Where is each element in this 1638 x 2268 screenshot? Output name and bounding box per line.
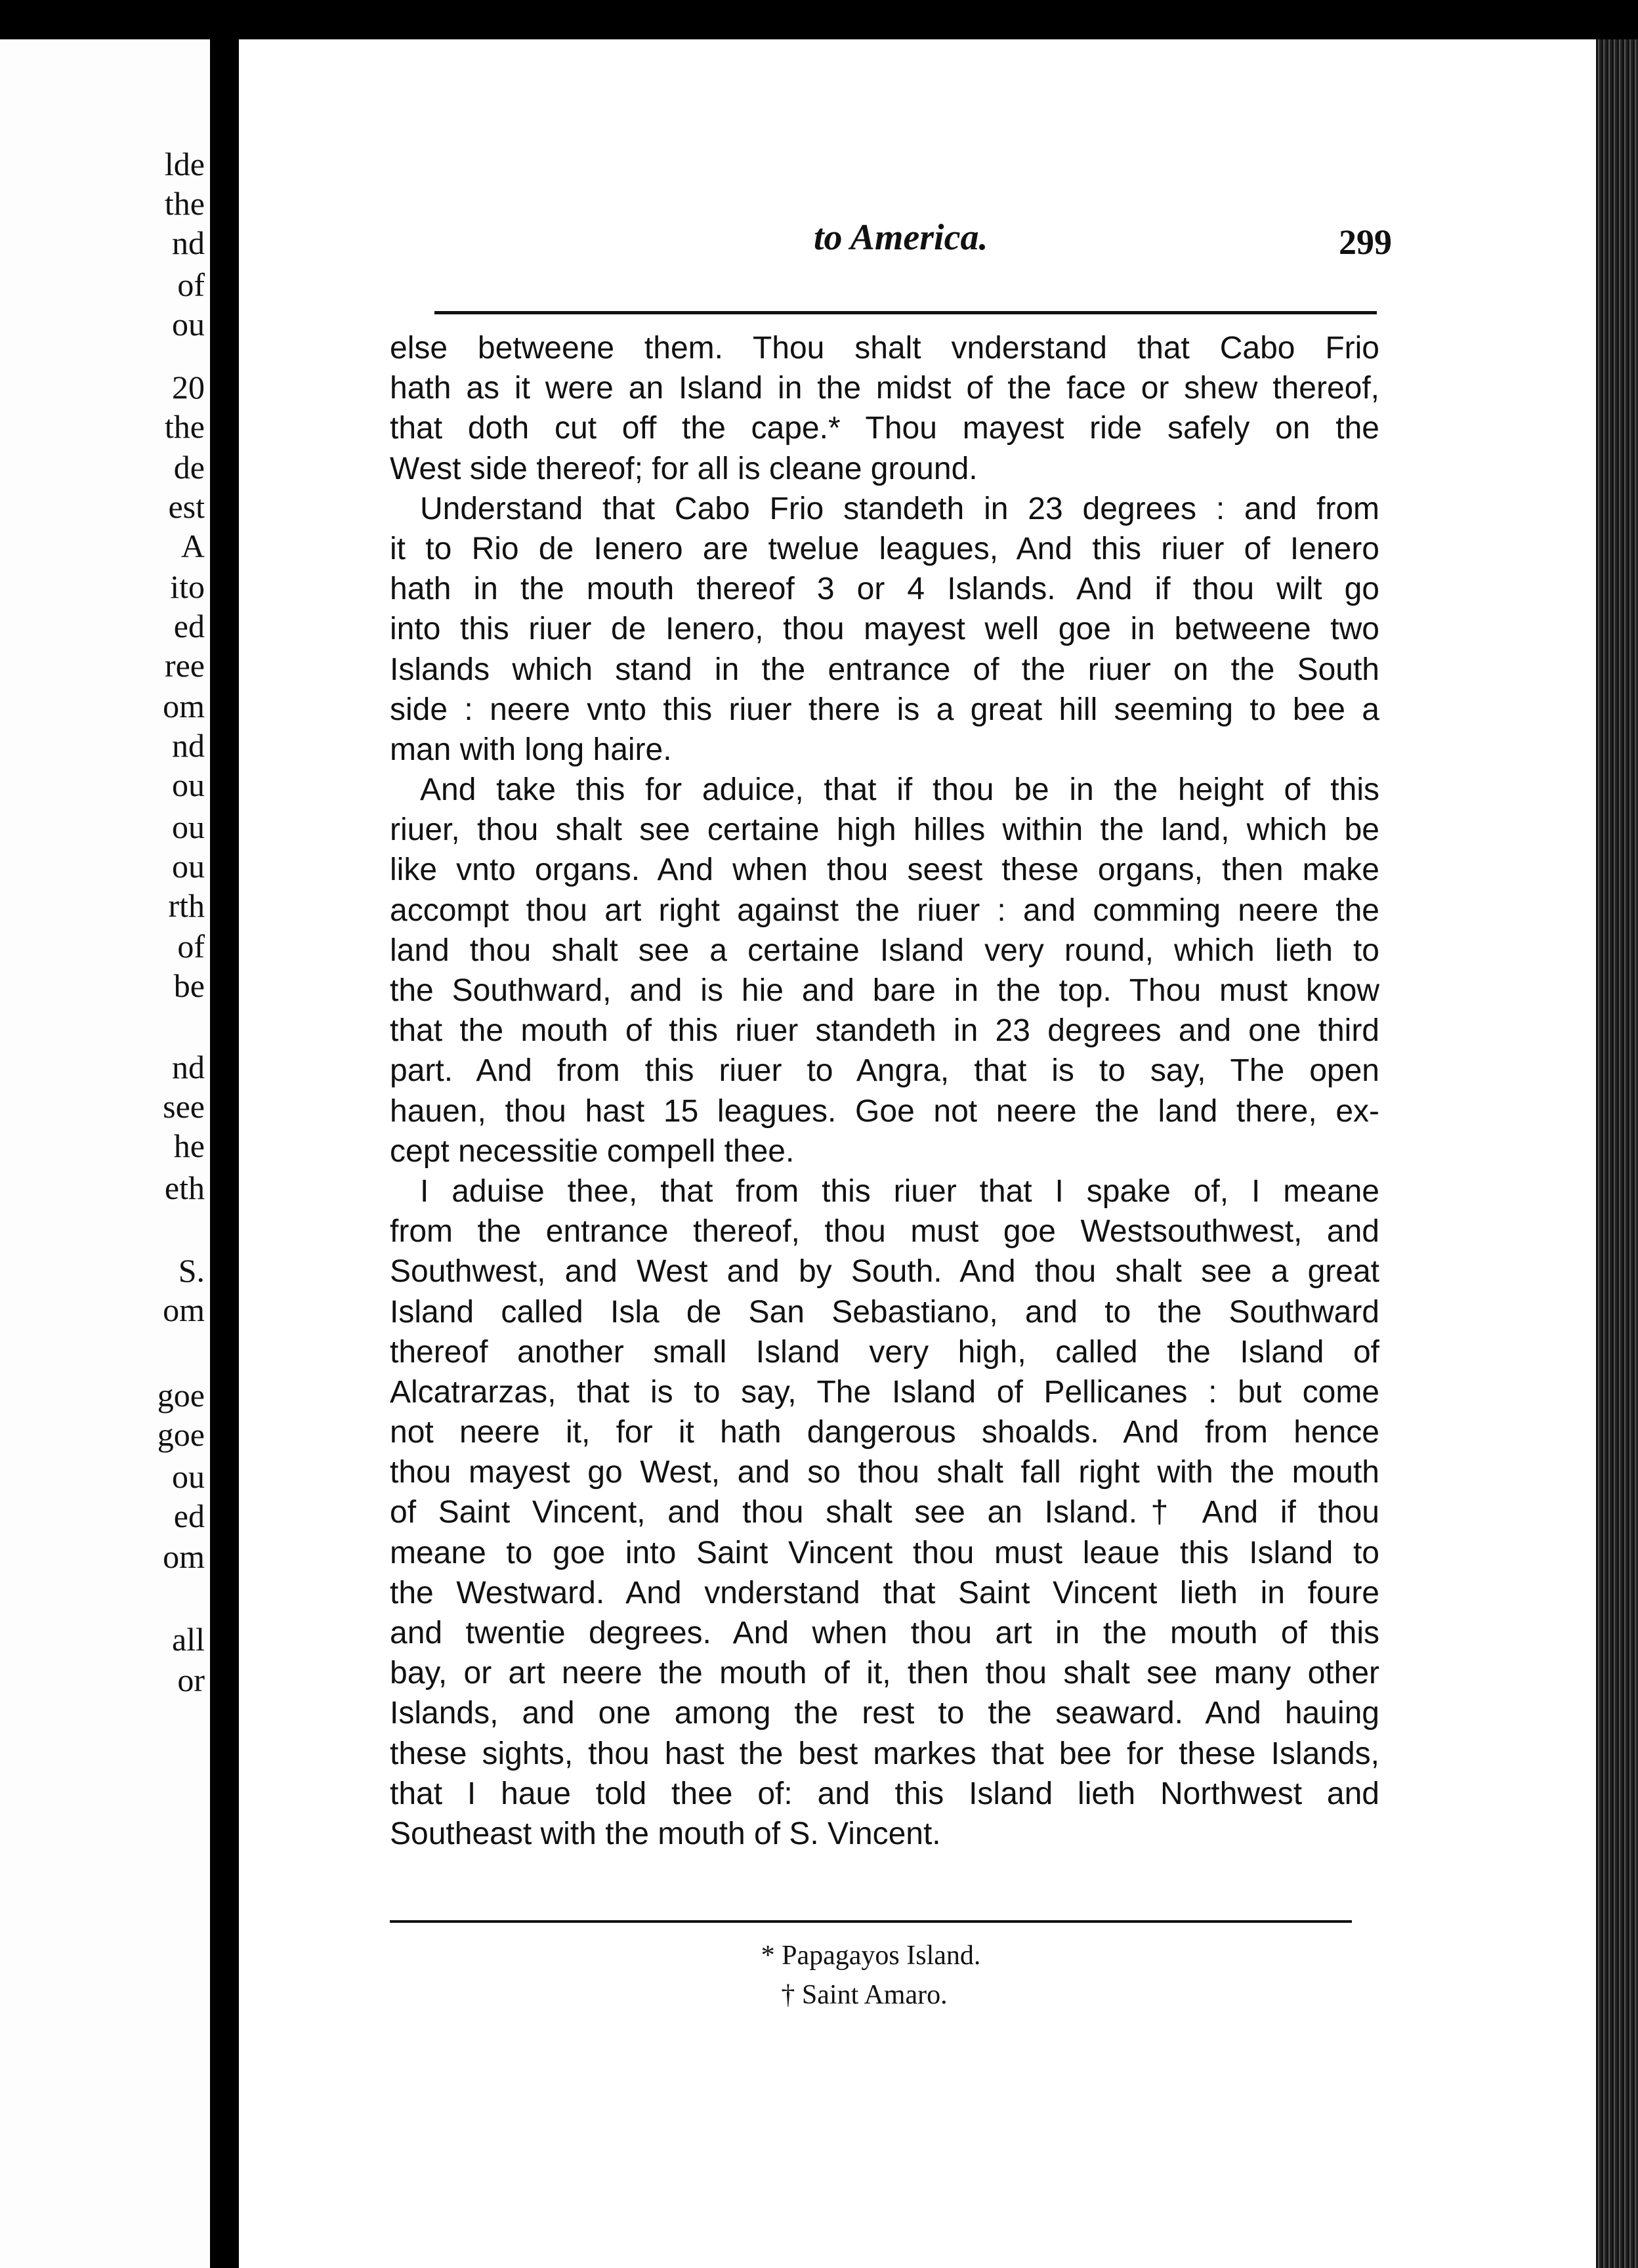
facing-page-fragment: all (172, 1621, 205, 1658)
text-line: that doth cut off the cape.* Thou mayest ride safely on the (390, 411, 1379, 446)
facing-page-fragment: ou (172, 1458, 205, 1495)
footnote-1: * Papagayos Island. (761, 1941, 981, 1971)
facing-page-fragment: ou (172, 808, 205, 845)
text-line: and twentie degrees. And when thou art in the mouth of this (390, 1616, 1379, 1650)
facing-page-fragment: nd (172, 727, 205, 764)
text-line: Islands which stand in the entrance of the riuer on the South (390, 652, 1379, 687)
text-line: it to Rio de Ienero are twelue leagues, And this riuer of Ienero (390, 531, 1379, 566)
text-line: Island called Isla de San Sebastiano, and to the Southward (390, 1294, 1379, 1330)
text-line: bay, or art neere the mouth of it, then thou shalt see many other (390, 1656, 1379, 1691)
text-line: Understand that Cabo Frio standeth in 23 degrees : and from (420, 491, 1379, 526)
facing-page-fragment: de (173, 449, 205, 486)
text-line: And take this for aduice, that if thou be in the height of this (420, 772, 1379, 808)
text-line: man with long haire. (390, 732, 672, 767)
text-line: part. And from this riuer to Angra, that is to say, The open (390, 1053, 1379, 1089)
text-line: meane to goe into Saint Vincent thou must leaue this Island to (390, 1535, 1379, 1570)
text-line: hath in the mouth thereof 3 or 4 Islands. And if thou wilt go (390, 572, 1379, 607)
facing-page-fragment: the (164, 408, 205, 445)
text-line: not neere it, for it hath dangerous shoalds. And from hence (390, 1415, 1379, 1450)
text-line: side : neere vnto this riuer there is a great hill seeming to bee a (390, 692, 1379, 727)
facing-page-fragment: of (177, 928, 205, 965)
facing-page-fragment: ito (170, 568, 205, 605)
text-line: Southwest, and West and by South. And thou shalt see a great (390, 1254, 1379, 1290)
facing-page-fragment: ou (172, 306, 205, 343)
facing-page-fragment: nd (172, 224, 205, 261)
facing-page-fragment: A (180, 528, 205, 564)
facing-page-fragment: S. (178, 1252, 205, 1289)
facing-page-fragment: ed (173, 1498, 205, 1534)
facing-page-fragment: or (177, 1662, 205, 1698)
footnotes (390, 1936, 1352, 2015)
text-line: like vnto organs. And when thou seest these organs, then make (390, 852, 1379, 888)
text-line: accompt thou art right against the riuer : and comming neere the (390, 892, 1379, 928)
facing-page-fragment: nd (172, 1049, 205, 1085)
header-rule (434, 311, 1377, 314)
text-line: from the entrance thereof, thou must goe Westsouthwest, and (390, 1214, 1379, 1250)
facing-page-fragment: lde (164, 146, 205, 182)
book-gutter (210, 39, 239, 2268)
text-line: I aduise thee, that from this riuer that I spake of, I meane (420, 1173, 1379, 1209)
page-number: 299 (1339, 222, 1392, 262)
text-line: these sights, thou hast the best markes that bee for these Islands, (390, 1736, 1379, 1771)
facing-page-sliver (0, 39, 210, 2268)
text-line: of Saint Vincent, and thou shalt see an Island.† And if thou (390, 1495, 1379, 1530)
facing-page-fragment: 20 (172, 369, 205, 406)
running-head: to America. (814, 217, 988, 258)
text-line: the Westward. And vnderstand that Saint Vincent lieth in foure (390, 1575, 1379, 1610)
text-line: land thou shalt see a certaine Island very round, which lieth to (390, 933, 1379, 968)
facing-page-fragment: om (163, 688, 205, 724)
text-line: the Southward, and is hie and bare in the top. Thou must know (390, 973, 1379, 1008)
facing-page-fragment: ou (172, 848, 205, 885)
facing-page-fragment: be (173, 967, 205, 1004)
text-line: that the mouth of this riuer standeth in 23 degrees and one third (390, 1013, 1379, 1049)
facing-page-fragment: ree (164, 647, 205, 684)
text-line: cept necessitie compell thee. (390, 1133, 795, 1169)
facing-page-fragment: of (177, 266, 205, 303)
footnote-2: † Saint Amaro. (781, 1980, 948, 2010)
text-line: riuer, thou shalt see certaine high hilles within the land, which be (390, 812, 1379, 848)
text-line: hauen, thou hast 15 leagues. Goe not neere the land there, ex- (390, 1093, 1379, 1129)
facing-page-fragment: eth (164, 1169, 205, 1206)
facing-page-fragment: est (168, 488, 205, 525)
facing-page-fragment: goe (157, 1377, 205, 1414)
text-line: Alcatrarzas, that is to say, The Island of Pellicanes : but come (390, 1374, 1379, 1410)
text-line: thou mayest go West, and so thou shalt fall right with the mouth (390, 1455, 1379, 1490)
footnote-rule (390, 1920, 1352, 1923)
text-line: Islands, and one among the rest to the seaward. And hauing (390, 1696, 1379, 1731)
page-edges (1596, 39, 1638, 2268)
text-line: thereof another small Island very high, called the Island of (390, 1334, 1379, 1370)
facing-page-fragment: om (163, 1538, 205, 1575)
facing-page-fragment: he (173, 1127, 205, 1164)
body-text (390, 328, 1379, 1854)
facing-page-fragment: ou (172, 766, 205, 803)
text-line: into this riuer de Ienero, thou mayest well goe in betweene two (390, 612, 1379, 647)
text-line: West side thereof; for all is cleane ground. (390, 451, 978, 486)
text-line: else betweene them. Thou shalt vnderstand that Cabo Frio (390, 331, 1379, 366)
text-line: Southeast with the mouth of S. Vincent. (390, 1816, 941, 1851)
facing-page-fragment: the (164, 185, 205, 222)
facing-page-fragment: om (163, 1292, 205, 1328)
facing-page-fragment: goe (157, 1416, 205, 1453)
facing-page-fragment: rth (168, 887, 205, 924)
text-line: hath as it were an Island in the midst of the face or shew thereof, (390, 371, 1379, 406)
text-line: that I haue told thee of: and this Island lieth Northwest and (390, 1776, 1379, 1811)
facing-page-fragment: see (163, 1088, 205, 1125)
facing-page-fragment: ed (173, 608, 205, 644)
